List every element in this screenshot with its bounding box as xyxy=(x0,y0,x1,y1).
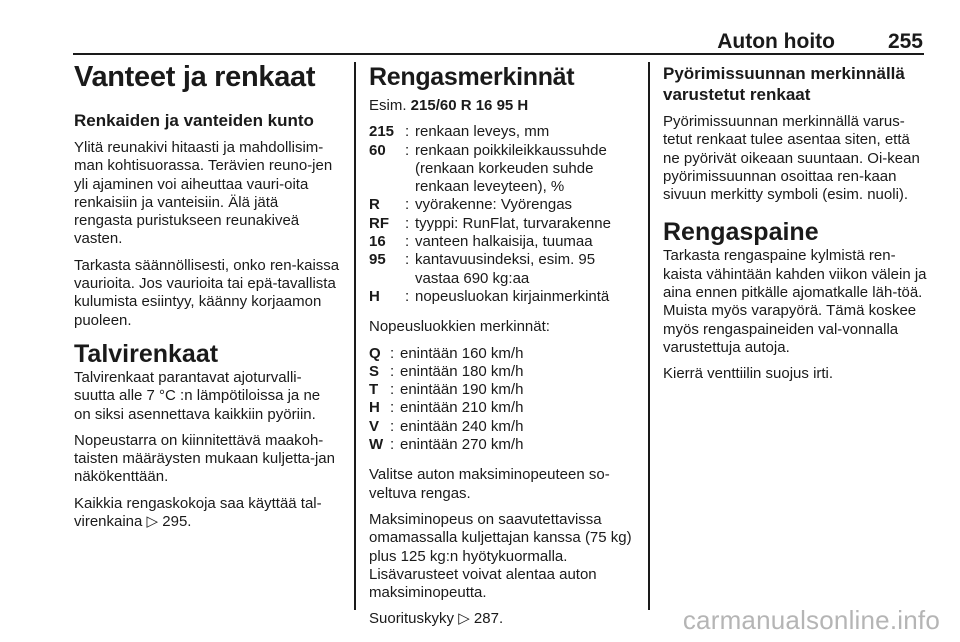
paragraph: Nopeustarra on kiinnitettävä maakoh-taisten määräysten mukaan kuljetta-jan näkökenttään. xyxy=(74,431,335,486)
example-label: Esim. xyxy=(369,97,407,114)
paragraph: Tarkasta rengaspaine kylmistä ren-kaista vähintään kahden viikon välein ja aina ennen pitkälle ajomatkalle läh-töä. Muista myös varapyörä. Tämä koskee myös rengaspaineiden val-vonnalla varustettuja autoja. xyxy=(663,247,927,356)
column-1 xyxy=(74,60,340,539)
paragraph xyxy=(369,610,635,628)
list-item: 16 : vanteen halkaisija, tuumaa xyxy=(369,233,593,251)
paragraph xyxy=(74,495,340,532)
section-heading: Talvirenkaat xyxy=(74,339,219,368)
list-item: S : enintään 180 km/h xyxy=(369,362,524,380)
subsection-title: Pyörimissuunnan merkinnällä varustetut renkaat xyxy=(663,64,905,104)
section-heading: Rengasmerkinnät xyxy=(369,63,575,91)
list-item: H : nopeusluokan kirjainmerkintä xyxy=(369,287,610,305)
page-reference-link[interactable]: 287. xyxy=(473,610,504,628)
paragraph-text: Suorituskyky xyxy=(369,610,455,628)
paragraph: Kierrä venttiilin suojus irti. xyxy=(663,365,834,383)
example-line xyxy=(369,97,635,115)
marking-list xyxy=(369,123,635,306)
paragraph: Nopeusluokkien merkinnät: xyxy=(369,318,550,336)
paragraph: Talvirenkaat parantavat ajoturvalli-suutta alle 7 °C :n lämpötiloissa ja ne on siksi asennettava kaikkiin pyöriin. xyxy=(74,368,321,423)
column-divider-2 xyxy=(648,62,650,610)
section-heading: Rengaspaine xyxy=(663,218,819,247)
list-item: V : enintään 240 km/h xyxy=(369,417,524,435)
list-item: H : enintään 210 km/h xyxy=(369,399,524,417)
column-divider-1 xyxy=(354,62,356,610)
page-reference-arrow-icon: ▷ xyxy=(146,513,159,531)
list-item: RF : tyyppi: RunFlat, turvarakenne xyxy=(369,214,611,232)
section-title: Auton hoito xyxy=(717,30,835,53)
page-header xyxy=(0,0,960,56)
chapter-title: Vanteet ja renkaat xyxy=(74,61,316,93)
page-reference-arrow-icon: ▷ xyxy=(458,610,470,628)
page-number: 255 xyxy=(887,30,923,53)
list-item: R : vyörakenne: Vyörengas xyxy=(369,196,573,214)
list-item: 60 : renkaan poikkileikkaussuhde (renkaan korkeuden suhde renkaan leveyteen), % xyxy=(369,141,607,196)
watermark: carmanualsonline.info xyxy=(682,605,940,635)
list-item: W : enintään 270 km/h xyxy=(369,436,524,454)
list-item: 95 : kantavuusindeksi, esim. 95 vastaa 690 kg:aa xyxy=(369,251,596,287)
paragraph: Ylitä reunakivi hitaasti ja mahdollisim-man kohtisuorassa. Terävien reuno-jen yli ajaminen voi aiheuttaa vauri-oita renkaisiin ja vanteisiin. Älä jätä rengasta puristukseen reunakiveä vasten. xyxy=(74,139,333,248)
paragraph: Maksiminopeus on saavutettavissa omamassalla kuljettajan kanssa (75 kg) plus 125 kg:n hyötykuormalla. Lisävarusteet voivat alentaa auton maksiminopeutta. xyxy=(369,510,632,602)
column-3 xyxy=(663,60,929,392)
list-item: 215 : renkaan leveys, mm xyxy=(369,123,550,141)
paragraph: Tarkasta säännöllisesti, onko ren-kaissa vaurioita. Jos vaurioita tai epä-tavallista kulumista esiintyy, käänny korjaamon puoleen. xyxy=(74,256,340,329)
page-reference-link[interactable]: 295. xyxy=(162,513,192,531)
paragraph-text: Kaikkia rengaskokoja saa käyttää tal-virenkaina xyxy=(74,494,322,531)
example-code: 215/60 R 16 95 H xyxy=(410,97,529,114)
subsection-title: Renkaiden ja vanteiden kunto xyxy=(74,111,314,130)
paragraph: Pyörimissuunnan merkinnällä varus-tetut renkaat tulee asentaa siten, että ne pyörivät oikeaan suuntaan. Oi-kean pyörimissuunnan osoittaa ren-kaan sivuun merkitty symboli (esim. nuoli). xyxy=(663,113,920,204)
speed-class-list xyxy=(369,345,635,455)
column-2 xyxy=(369,60,635,637)
paragraph: Valitse auton maksiminopeuteen so-veltuva rengas. xyxy=(369,466,610,502)
list-item: Q : enintään 160 km/h xyxy=(369,344,524,362)
list-item: T : enintään 190 km/h xyxy=(369,381,524,399)
header-rule xyxy=(73,53,924,55)
